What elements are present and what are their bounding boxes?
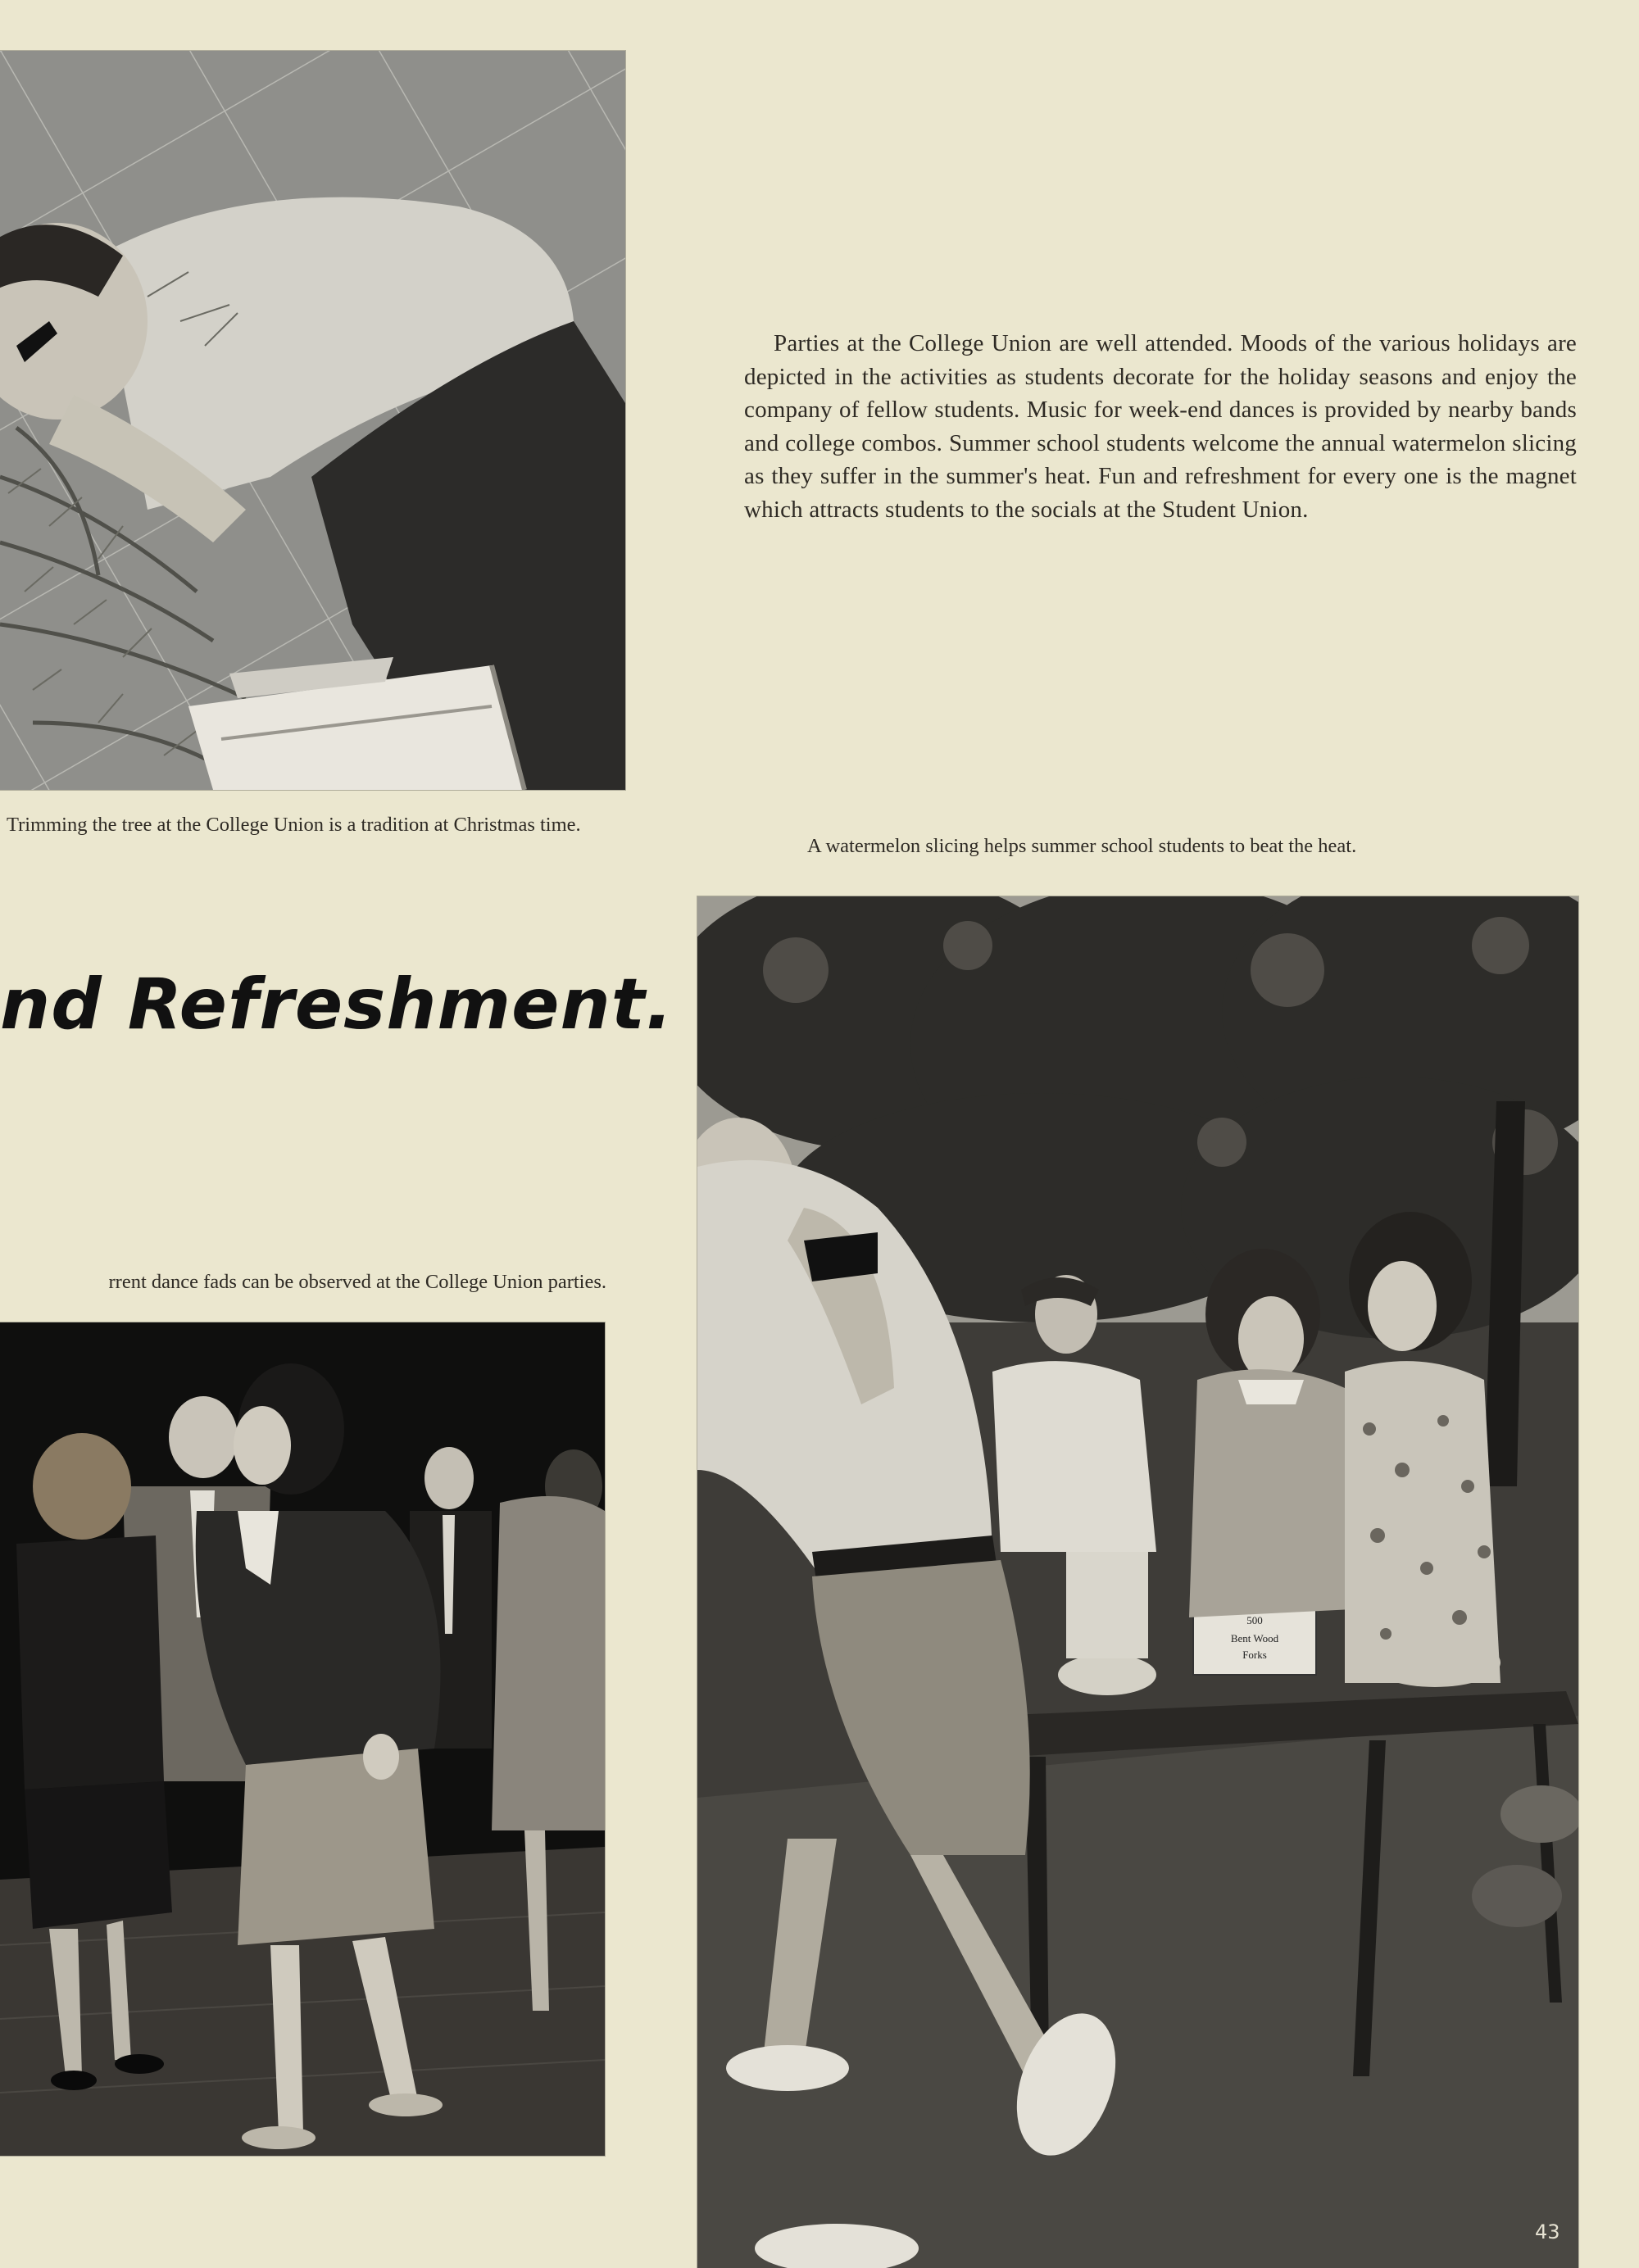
- section-headline: nd Refreshment.: [0, 964, 674, 1046]
- sign-line-3: Bent Wood: [1230, 1632, 1279, 1644]
- sign-line-4: Forks: [1242, 1649, 1267, 1661]
- caption-dance: rrent dance fads can be observed at the College Union parties.: [108, 1271, 606, 1293]
- page-number: 43: [1535, 2220, 1560, 2243]
- caption-watermelon: A watermelon slicing helps summer school students to beat the heat.: [807, 835, 1357, 857]
- photo-watermelon-slicing: [697, 896, 1578, 2268]
- caption-tree-trimming: Trimming the tree at the College Union is a tradition at Christmas time.: [7, 814, 581, 836]
- sign-line-2: 500: [1246, 1614, 1263, 1626]
- photo-dance-party: [0, 1322, 605, 2156]
- photo-tree-trimming: [0, 51, 625, 790]
- body-paragraph: Parties at the College Union are well attended. Moods of the various holidays are depicted in the activities as students decorate for the holiday seasons and enjoy the company of fellow students. Music for week-end dances is provided by nearby bands and college combos. Summer school students welcome the annual watermelon slicing as they suffer in the summer's heat. Fun and refreshment for every one is the magnet which attracts students to the socials at the Student Union.: [744, 330, 1577, 523]
